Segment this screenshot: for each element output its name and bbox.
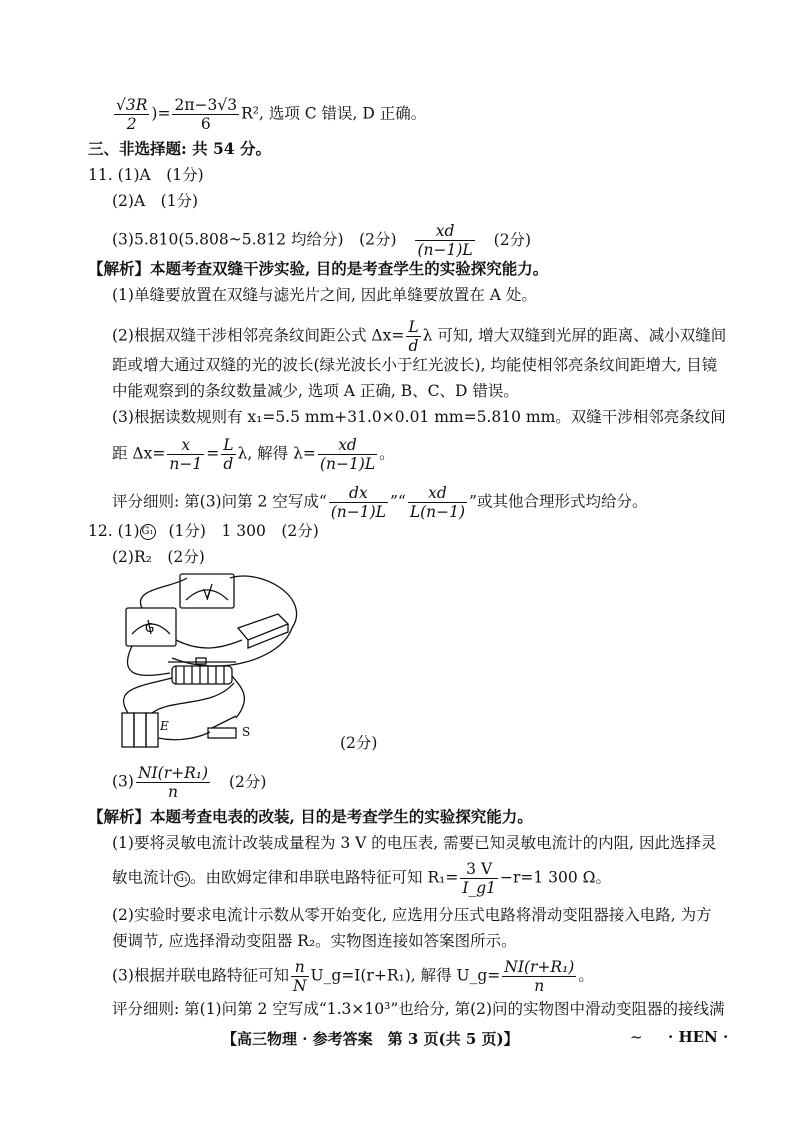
answer-text: (1分) 1 300 (2分) xyxy=(168,522,319,540)
wire xyxy=(124,678,172,713)
fraction xyxy=(291,958,309,995)
answer-text: (3) xyxy=(112,772,134,791)
q11-analysis-heading xyxy=(88,258,548,280)
battery-cell xyxy=(146,713,158,747)
footer-title: 【高三物理 · 参考答案 第 3 页(共 5 页)】 xyxy=(222,1030,519,1048)
fraction-denominator: (n−1)L xyxy=(319,455,376,473)
analysis-text: ”“ xyxy=(389,492,406,511)
q12-analysis-1a: (1)要将灵敏电流计改装成量程为 3 V 的电压表, 需要已知灵敏电流计的内阻, 因此选择灵 xyxy=(112,834,717,852)
q12-answer-2: (2)R₂ (2分) xyxy=(112,548,205,566)
fraction-denominator: N xyxy=(292,977,307,995)
wire xyxy=(127,646,170,675)
wire xyxy=(158,732,210,740)
q12-answer-3 xyxy=(112,764,266,801)
q12-answer-1 xyxy=(88,520,319,542)
fraction xyxy=(415,222,474,259)
footer-code: · HEN · xyxy=(668,1028,729,1046)
fraction-numerator: L xyxy=(408,318,419,336)
resistor-box-side xyxy=(248,624,288,648)
fraction xyxy=(221,436,235,473)
answer-text: 12. (1) xyxy=(88,522,140,540)
q11-score-rule xyxy=(112,484,647,521)
fraction xyxy=(408,484,467,521)
fraction-numerator: L xyxy=(223,436,234,454)
fraction-numerator: dx xyxy=(329,484,388,503)
galvanometer-label: G xyxy=(145,621,155,635)
fraction-numerator: 3 V xyxy=(460,860,498,879)
analysis-text: U_g=I(r+R₁), 解得 U_g= xyxy=(310,966,501,985)
analysis-text: ”或其他合理形式均给分。 xyxy=(469,492,648,511)
fraction-numerator: xd xyxy=(415,222,474,241)
analysis-text: 。 xyxy=(578,966,594,985)
resistor-box xyxy=(238,614,288,640)
galvanometer-symbol: G₁ xyxy=(140,524,156,540)
analysis-text: (2)根据双缝干涉相邻亮条纹间距公式 Δx= xyxy=(112,326,405,345)
fraction xyxy=(136,764,210,801)
answer-score: (2分) xyxy=(228,772,267,791)
fraction xyxy=(502,958,576,995)
fraction-denominator: L(n−1) xyxy=(409,503,466,521)
answer-score: (2分) xyxy=(493,230,532,249)
answer-text: (3)5.810(5.808~5.812 均给分) (2分) xyxy=(112,230,397,249)
analysis-title: 本题考查电表的改装, 目的是考查学生的实验探究能力。 xyxy=(150,807,533,826)
fraction-denominator: n xyxy=(168,783,178,801)
fraction-numerator: NI(r+R₁) xyxy=(504,958,575,976)
fraction xyxy=(329,484,388,521)
analysis-text: 。 xyxy=(379,444,395,463)
q11-analysis-2b: 距或增大通过双缝的光的波长(绿光波长小于红光波长), 均能使相邻亮条纹间距增大, 目镜 xyxy=(112,356,718,374)
fraction-denominator: 6 xyxy=(200,115,211,133)
wire xyxy=(152,683,234,713)
fraction-denominator: I_g1 xyxy=(462,879,496,897)
footer-mark: ~ xyxy=(630,1028,643,1046)
fraction-numerator: x xyxy=(167,436,204,455)
section-heading: 三、非选择题: 共 54 分。 xyxy=(88,139,271,158)
wire xyxy=(232,676,244,718)
battery-cell xyxy=(122,713,134,747)
fraction-denominator: n xyxy=(534,977,545,995)
fraction xyxy=(114,96,149,133)
q11-answer-3 xyxy=(112,222,531,259)
fraction-numerator: xd xyxy=(408,484,467,503)
fraction xyxy=(172,96,239,133)
fraction-denominator: (n−1)L xyxy=(330,503,386,521)
analysis-text: 评分细则: 第(3)问第 2 空写成“ xyxy=(112,492,327,511)
fraction xyxy=(406,318,420,355)
analysis-text: (3)根据并联电路特征可知 xyxy=(112,966,289,985)
switch-label: S xyxy=(242,725,251,739)
analysis-text: = xyxy=(206,444,220,463)
fraction-numerator: NI(r+R₁) xyxy=(137,764,209,782)
q12-analysis-1b xyxy=(112,860,611,897)
rheostat-slider xyxy=(196,658,206,664)
galvanometer-symbol: G₁ xyxy=(174,871,190,887)
switch-lever xyxy=(212,716,236,728)
q11-analysis-1: (1)单缝要放置在双缝与滤光片之间, 因此单缝要放置在 A 处。 xyxy=(112,286,537,304)
battery-cell xyxy=(134,713,146,747)
fraction-denominator: d xyxy=(223,455,234,473)
fraction-numerator: 2π−3√3 xyxy=(174,96,238,114)
q11-analysis-2c: 中能观察到的条纹数量减少, 选项 A 正确, B、C、D 错误。 xyxy=(112,382,519,400)
formula-text: )= xyxy=(151,104,171,123)
q12-analysis-3 xyxy=(112,958,594,995)
q11-analysis-3b xyxy=(112,436,395,473)
analysis-text: λ, 解得 λ= xyxy=(237,444,316,463)
rheostat-coil xyxy=(172,666,232,684)
voltmeter-label: V xyxy=(203,587,212,601)
wire xyxy=(176,640,242,648)
q12-analysis-2b: 便调节, 应选择滑动变阻器 R₂。实物图连接如答案图所示。 xyxy=(112,932,517,950)
fraction xyxy=(167,436,204,473)
q11-answer-1: 11. (1)A (1分) xyxy=(88,166,204,184)
fraction-numerator: n xyxy=(291,958,309,977)
analysis-text: −r=1 300 Ω。 xyxy=(500,868,612,887)
formula-line-top xyxy=(112,96,426,133)
q12-analysis-2a: (2)实验时要求电流计示数从零开始变化, 应选用分压式电路将滑动变阻器接入电路, 为方 xyxy=(112,906,712,924)
fraction-denominator: 2 xyxy=(126,115,137,133)
analysis-text: 距 Δx= xyxy=(112,444,166,463)
fraction-denominator: d xyxy=(408,337,419,355)
circuit-score: (2分) xyxy=(340,734,378,752)
analysis-text: 敏电流计 xyxy=(112,868,175,887)
battery-label: E xyxy=(160,719,169,733)
fraction xyxy=(460,860,498,897)
analysis-tag: 【解析】 xyxy=(88,807,151,826)
q11-answer-2: (2)A (1分) xyxy=(112,192,199,210)
analysis-tag: 【解析】 xyxy=(88,259,151,278)
analysis-text: λ 可知, 增大双缝到光屏的距离、减小双缝间 xyxy=(422,326,727,345)
q11-analysis-2a xyxy=(112,318,726,355)
fraction-denominator: (n−1)L xyxy=(417,241,473,259)
analysis-title: 本题考查双缝干涉实验, 目的是考查学生的实验探究能力。 xyxy=(150,259,549,278)
formula-text: R², 选项 C 错误, D 正确。 xyxy=(241,104,427,123)
circuit-diagram xyxy=(112,568,322,753)
q11-analysis-3a: (3)根据读数规则有 x₁=5.5 mm+31.0×0.01 mm=5.810 mm。双缝干涉相邻亮条纹间 xyxy=(112,408,726,426)
analysis-text: 。由欧姆定律和串联电路特征可知 R₁= xyxy=(190,868,459,887)
switch-base xyxy=(208,728,236,738)
fraction-numerator: √3R xyxy=(116,96,148,114)
fraction-denominator: n−1 xyxy=(169,455,203,473)
q12-analysis-heading xyxy=(88,806,533,828)
fraction xyxy=(318,436,377,473)
fraction-numerator: xd xyxy=(318,436,377,455)
q12-score-rule: 评分细则: 第(1)问第 2 空写成“1.3×10³”也给分, 第(2)问的实物图中滑动变阻器的接线满 xyxy=(112,1000,725,1018)
